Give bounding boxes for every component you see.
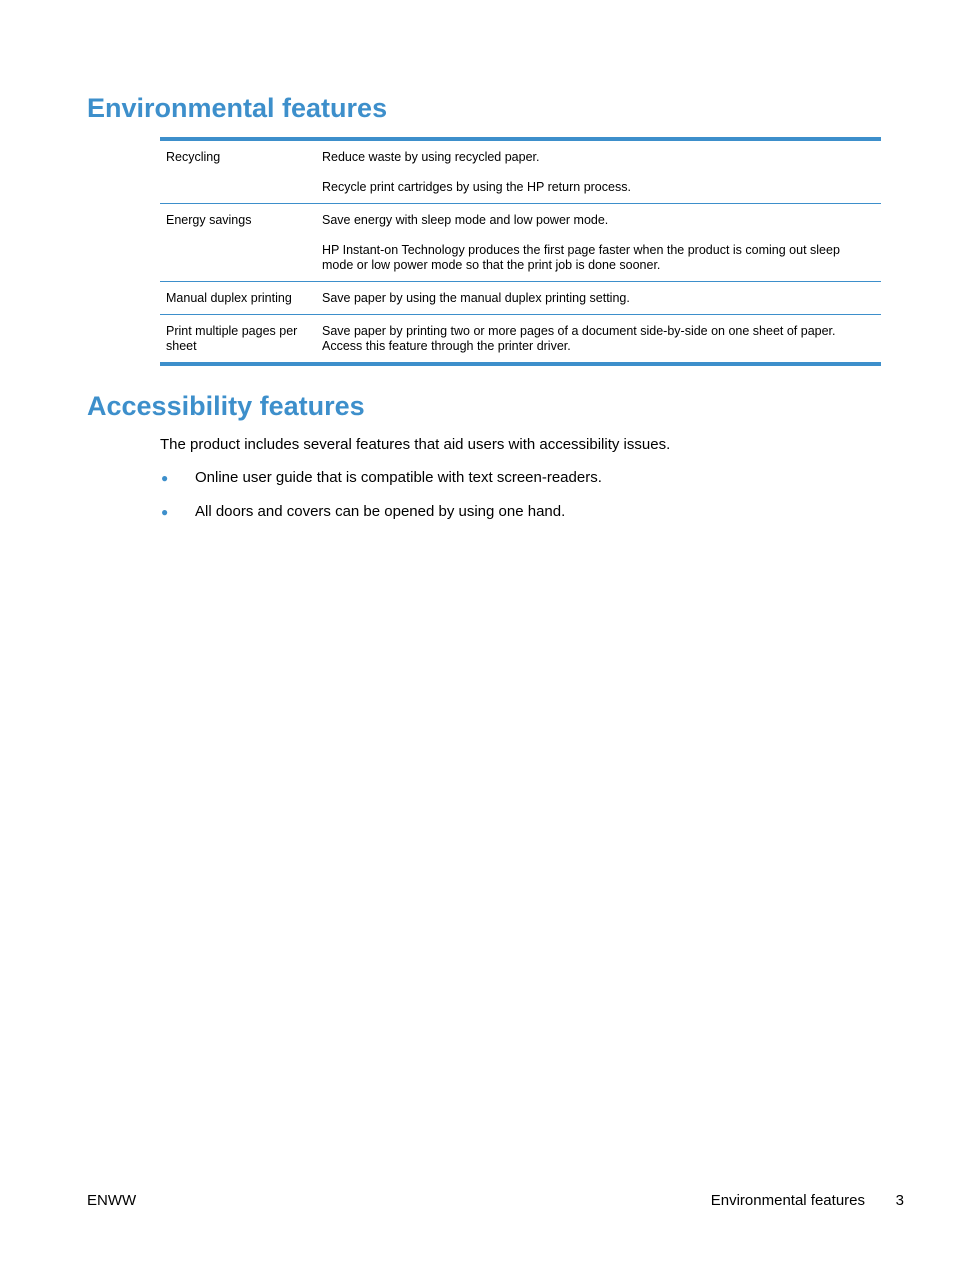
accessibility-features-heading: Accessibility features: [87, 391, 365, 421]
table-row: [160, 315, 881, 365]
list-item: [160, 469, 602, 487]
footer-section-title: Environmental features: [710, 1192, 865, 1209]
table-row: [160, 204, 881, 282]
list-item-text: All doors and covers can be opened by using one hand.: [195, 503, 566, 520]
description-paragraph: Save energy with sleep mode and low power mode.: [322, 213, 609, 227]
accessibility-intro: The product includes several features that aid users with accessibility issues.: [160, 436, 671, 453]
feature-description: [315, 282, 881, 315]
description-paragraph: Save paper by using the manual duplex printing setting.: [322, 291, 630, 305]
environmental-features-heading: Environmental features: [87, 93, 388, 123]
list-item: [160, 503, 602, 521]
feature-description: [315, 315, 881, 365]
description-paragraph: Reduce waste by using recycled paper.: [322, 150, 540, 164]
feature-label: Recycling: [166, 150, 221, 164]
bullet-icon: ●: [161, 505, 169, 519]
environmental-features-table: [160, 137, 881, 366]
bullet-icon: ●: [161, 471, 169, 485]
accessibility-bullet-list: [160, 469, 602, 537]
list-item-text: Online user guide that is compatible with text screen-readers.: [195, 469, 602, 486]
feature-description: [315, 139, 881, 204]
feature-label: Print multiple pages per sheet: [160, 315, 315, 365]
description-paragraph: Save paper by printing two or more pages of a document side-by-side on one sheet of paper. Access this feature through the printer driver.: [322, 324, 836, 353]
footer-page-number: 3: [895, 1192, 904, 1209]
feature-description: [315, 204, 881, 282]
footer-doc-code: ENWW: [87, 1192, 137, 1209]
table-row: [160, 139, 881, 204]
feature-label: Energy savings: [160, 204, 315, 282]
feature-label: Manual duplex printing: [160, 282, 315, 315]
table-row: [160, 282, 881, 315]
description-paragraph: HP Instant-on Technology produces the first page faster when the product is coming out sleep mode or low power mode so that the print job is done sooner.: [322, 243, 840, 272]
description-paragraph: Recycle print cartridges by using the HP return process.: [322, 180, 631, 194]
